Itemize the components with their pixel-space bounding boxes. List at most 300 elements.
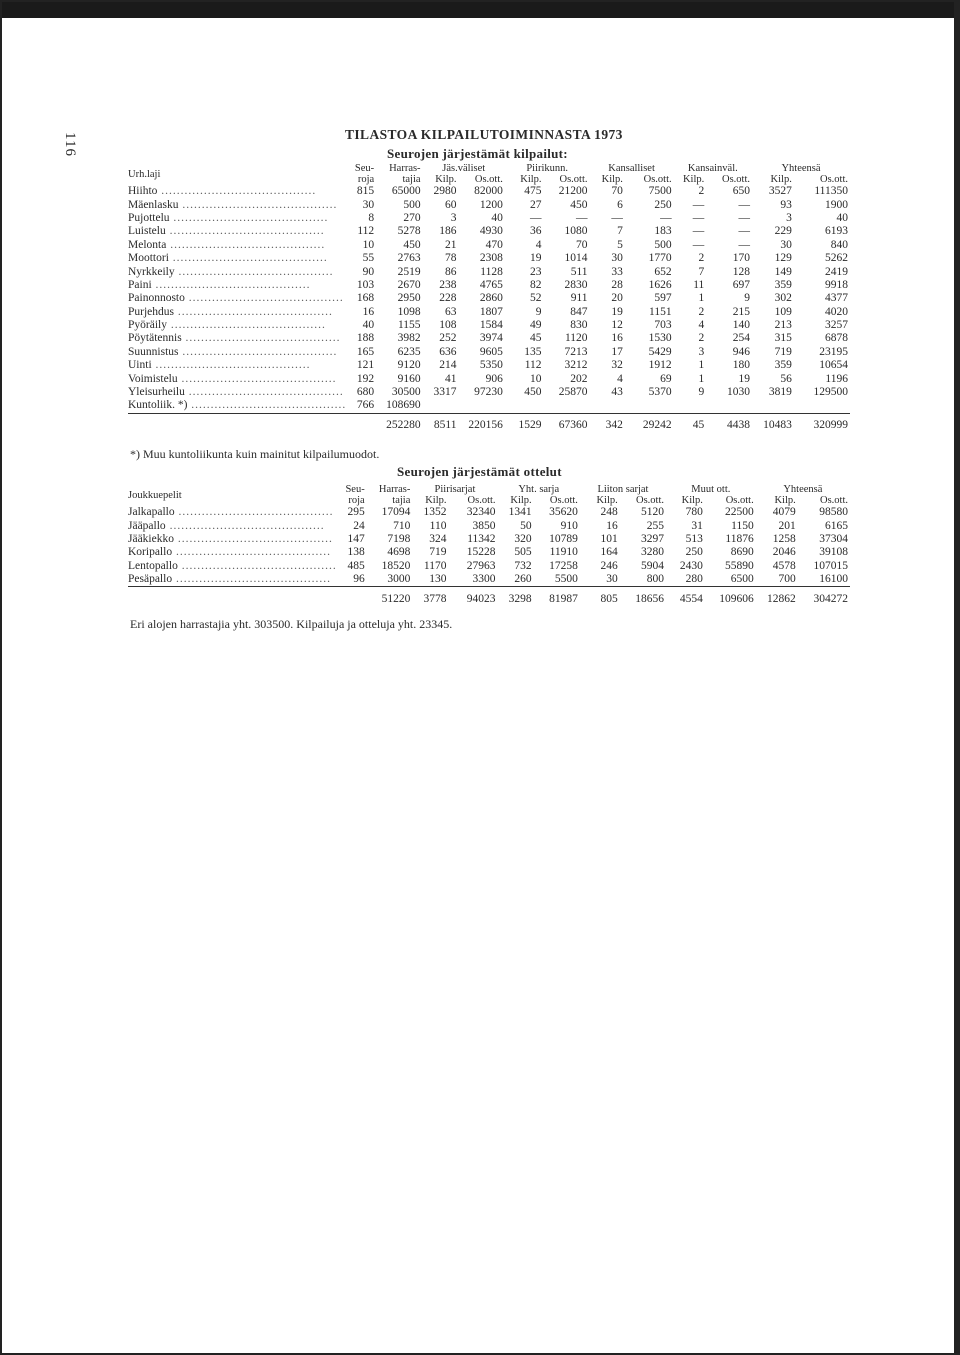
table-cell: 25870 [558, 386, 588, 399]
table-cell: 30 [611, 252, 623, 265]
table-cell: — [660, 211, 672, 224]
table-row [128, 292, 850, 305]
table-cell: 1128 [480, 265, 503, 278]
row-label-text: Pujottelu ..... [128, 212, 328, 224]
table-cell: 3 [450, 211, 457, 224]
table-cell: 22500 [724, 506, 754, 519]
row-label [128, 225, 348, 238]
table-cell: 3317 [433, 386, 457, 399]
document-title: TILASTOA KILPAILUTOIMINNASTA 1973 [345, 127, 623, 142]
table-cell: 1151 [649, 305, 672, 318]
table-cell: 700 [756, 573, 798, 587]
table-cell: 149 [774, 265, 792, 278]
table-cell: 55890 [724, 559, 754, 572]
table-cell: 23195 [819, 345, 848, 358]
table-cell: 228 [439, 292, 457, 305]
table-cell: 16 [362, 305, 375, 318]
col-group: Piirikunn. [526, 163, 569, 174]
row-label-text: Pyöräily ..... [128, 319, 326, 331]
table-cell: 9 [744, 292, 750, 305]
table2-body [128, 506, 850, 607]
table-cell: 17094 [381, 506, 411, 519]
row-label [128, 346, 348, 359]
table-cell: 697 [732, 278, 750, 291]
table-cell: 214 [439, 359, 457, 372]
table-cell: 9 [698, 386, 705, 399]
table-cell: — [692, 225, 705, 238]
col-sub: Kilp. [682, 174, 705, 185]
table-cell: 103 [356, 278, 375, 291]
table-cell: 2 [698, 185, 705, 198]
table-cell: 910 [560, 519, 578, 532]
row-label-text: Uinti ..... [128, 359, 311, 371]
table-cell: 33 [611, 265, 623, 278]
table-cell: 800 [620, 573, 666, 587]
table-cell: — [611, 211, 623, 224]
table-cell: 129 [774, 252, 792, 265]
table-cell: 19 [738, 372, 750, 385]
total-cell [339, 587, 367, 608]
table-cell: 6165 [825, 519, 848, 532]
table-cell: 3850 [472, 519, 496, 532]
table-cell: 906 [485, 372, 503, 385]
table-cell: 1900 [825, 198, 848, 211]
col-sub: Os.ott. [819, 174, 848, 185]
total-cell [348, 413, 376, 434]
table-row [128, 198, 850, 211]
table-cell: 86 [444, 265, 457, 278]
table-cell: 4377 [825, 292, 848, 305]
row-label [128, 506, 339, 519]
col-group: Yht. sarja [518, 484, 560, 495]
table-cell [706, 399, 752, 413]
table-cell: 3212 [564, 359, 588, 372]
table-cell: 4 [617, 372, 623, 385]
table-cell: 1155 [397, 319, 421, 332]
table-cell: 1530 [648, 332, 672, 345]
row-label [128, 292, 348, 305]
table-cell: 4079 [772, 506, 796, 519]
table-cell: 3527 [768, 185, 792, 198]
table-cell: 11876 [725, 532, 754, 545]
table-cell: 40 [491, 211, 503, 224]
table-row [128, 239, 850, 252]
table-cell: 37304 [819, 532, 848, 545]
row-label-text: Jääpallo ..... [128, 520, 325, 532]
col-sub: Os.ott. [721, 174, 750, 185]
table-cell: 10654 [819, 359, 848, 372]
table-cell: 183 [654, 225, 672, 238]
col-sub: tajia [392, 495, 411, 506]
row-label-text: Melonta ..... [128, 239, 325, 251]
table-cell: 19 [530, 252, 542, 265]
total-cell: 12862 [767, 592, 796, 605]
col-sub: Os.ott. [474, 174, 503, 185]
table-cell: 17258 [549, 559, 578, 572]
table-cell: 45 [530, 332, 542, 345]
table-cell: 2830 [564, 278, 588, 291]
table-cell: 470 [485, 238, 503, 251]
col-sub: tajia [402, 174, 421, 185]
table-cell: 830 [570, 319, 588, 332]
table-cell: 2430 [679, 559, 703, 572]
table-cell: 180 [732, 359, 750, 372]
col-group: Kansalliset [608, 163, 655, 174]
table-cell: 52 [530, 292, 542, 305]
table-cell: 3257 [825, 319, 848, 332]
col-group: Liiton sarjat [597, 484, 649, 495]
table-cell: 96 [339, 573, 367, 587]
row-label [128, 319, 348, 332]
table-cell: 485 [347, 559, 365, 572]
table-cell: 295 [347, 506, 365, 519]
row-label [128, 519, 339, 532]
table-cell: 164 [600, 546, 618, 559]
table-cell: 192 [356, 372, 375, 385]
table-cell: 70 [576, 238, 588, 251]
table-cell: 450 [403, 238, 421, 251]
total-cell: 805 [600, 592, 618, 605]
table-row [128, 533, 850, 546]
table-cell: 2950 [397, 292, 421, 305]
table-cell: 65000 [391, 185, 421, 198]
table-cell: 11342 [467, 532, 496, 545]
row-label-text: Paini ..... [128, 279, 311, 291]
table-cell: 112 [357, 225, 375, 238]
table-cell: 98580 [819, 506, 848, 519]
total-cell: 220156 [468, 419, 503, 432]
col-sub: Os.ott. [559, 174, 588, 185]
row-label [128, 573, 339, 587]
table-cell: 500 [654, 238, 672, 251]
table-cell: 1626 [648, 278, 672, 291]
table-cell: 1770 [648, 252, 672, 265]
total-cell: 304272 [813, 592, 848, 605]
table-cell: 7500 [648, 185, 672, 198]
table-cell [794, 399, 850, 413]
table-cell: 302 [774, 292, 792, 305]
table-cell: 2 [698, 252, 705, 265]
table-cell: 4578 [772, 559, 796, 572]
row-label [128, 279, 348, 292]
table-cell: — [692, 198, 705, 211]
table-cell: 2980 [433, 185, 457, 198]
table-cell: 43 [611, 386, 623, 399]
table-cell: 5350 [479, 359, 503, 372]
total-cell: 81987 [549, 592, 578, 605]
table-cell: 9605 [479, 345, 503, 358]
col-sub: Kilp. [601, 174, 623, 185]
table-cell: 4698 [387, 546, 411, 559]
table-cell: 15228 [466, 546, 496, 559]
col-sub: Os.ott. [819, 495, 848, 506]
total-cell: 29242 [642, 419, 672, 432]
table-cell: 8 [368, 211, 375, 224]
total-cell: 18656 [635, 592, 664, 605]
table-cell: 201 [778, 519, 796, 532]
table-cell: 847 [570, 305, 588, 318]
table-cell: 140 [732, 319, 750, 332]
table-cell: 2308 [479, 252, 503, 265]
row-label-text: Luistelu ..... [128, 225, 325, 237]
table-cell: 252 [439, 332, 457, 345]
table-cell: 170 [732, 252, 750, 265]
table-row [128, 265, 850, 278]
table-cell: 186 [439, 225, 457, 238]
table-cell: 500 [403, 198, 421, 211]
table-cell: 710 [393, 519, 411, 532]
table-cell: 780 [685, 506, 703, 519]
table-cell: 110 [429, 519, 447, 532]
table-cell: 60 [444, 198, 457, 211]
row-label [128, 399, 348, 413]
table-cell: 248 [600, 506, 618, 519]
total-cell: 109606 [719, 592, 754, 605]
row-label-text: Kuntoliik. *) ..... [128, 399, 346, 411]
table-row [128, 546, 850, 559]
table-cell: 165 [356, 345, 375, 358]
table-cell [505, 399, 544, 413]
table-cell: 6193 [825, 225, 848, 238]
table-cell: 1807 [479, 305, 503, 318]
table-cell: 23 [530, 265, 542, 278]
page-number: 116 [62, 132, 78, 157]
col-group: Piirisarjat [434, 484, 476, 495]
col-sub: Os.ott. [725, 495, 754, 506]
table-cell: 1196 [825, 372, 848, 385]
table2-subtitle: Seurojen järjestämät ottelut [397, 464, 562, 479]
table-cell: 652 [654, 265, 672, 278]
total-cell: 320999 [813, 419, 848, 432]
table-cell: 27963 [466, 559, 496, 572]
table-cell: 324 [429, 532, 447, 545]
col-sub: Os.ott. [643, 174, 672, 185]
table-cell: 1120 [564, 332, 588, 345]
row-label-text: Nyrkkeily ..... [128, 266, 334, 278]
table-cell: 135 [524, 345, 542, 358]
table-cell: 513 [685, 532, 703, 545]
table-row [128, 279, 850, 292]
table-cell: 70 [611, 185, 623, 198]
row-label [128, 252, 348, 265]
label-header: Urh.laji [128, 168, 161, 180]
row-label-text: Jääkiekko ..... [128, 533, 333, 545]
table-cell: 28 [611, 278, 623, 291]
table-cell: 18520 [381, 559, 411, 572]
col-sub: Os.ott. [467, 495, 496, 506]
table-cell: 1258 [772, 532, 796, 545]
table-cell: — [738, 238, 750, 251]
row-label [128, 546, 339, 559]
table-cell: 636 [439, 345, 457, 358]
table-cell: 10 [362, 238, 375, 251]
total-cell: 252280 [386, 419, 421, 432]
table-cell: — [692, 238, 705, 251]
table-cell: 40 [836, 211, 848, 224]
table-row [128, 252, 850, 265]
totals-row [128, 587, 850, 608]
table-cell: 2763 [397, 252, 421, 265]
col-sub: Os.ott. [549, 495, 578, 506]
table-cell: 2 [698, 332, 705, 345]
col-group: Yhteensä [781, 163, 821, 174]
table1-footnote: *) Muu kuntoliikunta kuin mainitut kilpailumuodot. [130, 447, 380, 461]
col-group: Muut ott. [691, 484, 731, 495]
table-cell: 450 [524, 386, 542, 399]
row-label-text: Moottori ..... [128, 252, 328, 264]
total-cell: 10483 [763, 419, 792, 432]
table-cell: 1200 [479, 198, 503, 211]
table-cell: 202 [570, 372, 588, 385]
table-cell: 16100 [798, 573, 850, 587]
total-cell: 45 [692, 419, 705, 432]
table-cell: 3 [698, 345, 705, 358]
table-cell [544, 399, 590, 413]
table-row [128, 519, 850, 532]
table-cell: 9 [535, 305, 542, 318]
table-cell: 19 [611, 305, 623, 318]
table-cell: 7 [698, 265, 705, 278]
row-label [128, 212, 348, 225]
table-cell: 121 [356, 359, 375, 372]
row-label [128, 239, 348, 252]
table-cell: 5278 [397, 225, 421, 238]
table-cell: 5500 [534, 573, 580, 587]
table-cell: 1 [698, 359, 705, 372]
label-header: Joukkuepelit [128, 489, 182, 501]
table-cell: 246 [600, 559, 618, 572]
table-cell: 50 [520, 519, 532, 532]
col-sub: Kilp. [425, 495, 447, 506]
table-cell: 946 [732, 345, 750, 358]
table-cell: 7213 [564, 345, 588, 358]
table-cell: 11 [693, 278, 705, 291]
table-cell: 5904 [641, 559, 664, 572]
table-cell: 260 [498, 573, 534, 587]
table-cell: 41 [444, 372, 457, 385]
table-cell: 30 [780, 238, 792, 251]
table-cell: 32 [611, 359, 623, 372]
row-label-text: Lentopallo ..... [128, 560, 337, 572]
table-cell: 4020 [825, 305, 848, 318]
table-cell: 108 [439, 319, 457, 332]
table-cell: 16 [606, 519, 618, 532]
table-cell: 9160 [397, 372, 421, 385]
table-cell: — [738, 225, 750, 238]
table-cell: 107015 [813, 559, 848, 572]
table-cell: 3974 [479, 332, 503, 345]
total-cell: 67360 [558, 419, 588, 432]
table1-header-top [128, 163, 850, 174]
row-label [128, 185, 348, 198]
table-cell: 250 [654, 198, 672, 211]
row-label [128, 359, 348, 372]
row-label-text: Koripallo ..... [128, 546, 331, 558]
table-cell: 2860 [479, 292, 503, 305]
table-cell: — [576, 211, 588, 224]
grand-total-note: Eri alojen harrastajia yht. 303500. Kilpailuja ja otteluja yht. 23345. [130, 617, 453, 631]
table-cell: 63 [444, 305, 457, 318]
table-cell: 719 [774, 345, 792, 358]
table-cell: 39108 [819, 546, 848, 559]
col-top: Harras- [389, 163, 421, 174]
table-cell [674, 399, 707, 413]
table-cell: 255 [646, 519, 664, 532]
table-cell: 16 [611, 332, 623, 345]
col-sub: roja [348, 495, 365, 506]
col-sub: roja [357, 174, 375, 185]
row-label [128, 332, 348, 345]
table-cell: 766 [348, 399, 376, 413]
table2-header-top [128, 484, 850, 495]
table-row [128, 506, 850, 519]
table-row [128, 359, 850, 372]
table-cell: 1584 [479, 319, 503, 332]
total-cell: 3778 [423, 592, 447, 605]
matches-table [128, 484, 850, 607]
table-cell: 1030 [727, 386, 750, 399]
table-cell: 1 [698, 292, 705, 305]
table-cell: 32340 [466, 506, 496, 519]
table-cell: — [530, 211, 542, 224]
table-cell [625, 399, 674, 413]
table-cell: 597 [654, 292, 672, 305]
row-label [128, 306, 348, 319]
row-label-text: Jalkapallo ..... [128, 506, 334, 518]
table-cell: 40 [362, 319, 375, 332]
table-row [128, 560, 850, 573]
table-cell: 359 [774, 359, 792, 372]
row-label-text: Yleisurheilu ..... [128, 386, 344, 398]
table-cell [590, 399, 625, 413]
table-cell: 5 [617, 238, 623, 251]
table-row [128, 306, 850, 319]
col-group: Yhteensä [783, 484, 823, 495]
table-cell: 320 [514, 532, 532, 545]
table-cell: 703 [654, 319, 672, 332]
row-label [128, 386, 348, 399]
table-cell: 732 [514, 559, 532, 572]
table-cell: 3000 [367, 573, 413, 587]
table-cell: 238 [439, 278, 457, 291]
table-cell: 55 [362, 252, 375, 265]
table-cell: 128 [732, 265, 750, 278]
table-cell: 147 [347, 532, 365, 545]
table-cell: 911 [570, 292, 588, 305]
total-cell: 94023 [466, 592, 496, 605]
table-cell: 7 [617, 225, 623, 238]
row-label-text: Voimistelu ..... [128, 373, 337, 385]
table-cell: 31 [691, 519, 703, 532]
table-cell: 30 [362, 198, 375, 211]
table-cell: 78 [444, 252, 457, 265]
table-cell: 3300 [448, 573, 497, 587]
table-cell: 4765 [479, 278, 503, 291]
table-cell: 138 [347, 546, 365, 559]
table-cell: 359 [774, 278, 792, 291]
table-cell: 5262 [825, 252, 848, 265]
competitions-table [128, 163, 850, 434]
table-cell: 82 [530, 278, 542, 291]
table-cell: 35620 [549, 506, 578, 519]
total-cell: 8511 [433, 419, 457, 432]
table-row [128, 212, 850, 225]
table-row [128, 346, 850, 359]
table-cell: 3819 [768, 386, 792, 399]
table-cell: 9918 [825, 278, 848, 291]
table-cell: 270 [403, 211, 421, 224]
col-top: Seu- [354, 163, 375, 174]
